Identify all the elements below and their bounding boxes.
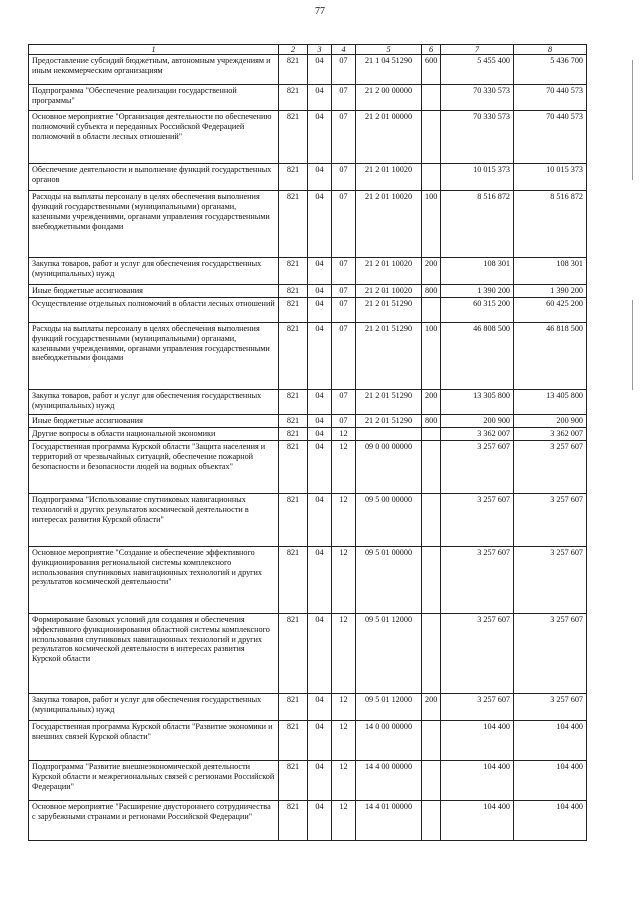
- cell-section-code: 04: [308, 191, 332, 258]
- cell-amount-year-2: 3 257 607: [514, 493, 587, 546]
- cell-amount-year-2: 10 015 373: [514, 164, 587, 191]
- cell-target-item-code: 21 2 01 00000: [356, 111, 422, 164]
- cell-amount-year-1: 10 015 373: [441, 164, 514, 191]
- cell-ministry-code: 821: [279, 800, 308, 840]
- cell-expense-type-code: [422, 720, 441, 760]
- table-row: [29, 111, 587, 164]
- cell-amount-year-1: 104 400: [441, 720, 514, 760]
- cell-ministry-code: 821: [279, 55, 308, 85]
- cell-target-item-code: 14 4 01 00000: [356, 800, 422, 840]
- column-header: 1: [29, 45, 279, 55]
- cell-expense-type-code: [422, 297, 441, 322]
- cell-amount-year-2: 1 390 200: [514, 285, 587, 298]
- table-row: [29, 800, 587, 840]
- cell-amount-year-1: 104 400: [441, 800, 514, 840]
- cell-subsection-code: 12: [332, 720, 356, 760]
- table-row: [29, 164, 587, 191]
- table-row: [29, 55, 587, 85]
- cell-target-item-code: 21 2 01 51290: [356, 322, 422, 389]
- cell-section-code: 04: [308, 440, 332, 493]
- cell-subsection-code: 12: [332, 427, 356, 440]
- cell-section-code: 04: [308, 297, 332, 322]
- cell-section-code: 04: [308, 427, 332, 440]
- cell-amount-year-2: 3 257 607: [514, 693, 587, 720]
- cell-section-code: 04: [308, 760, 332, 800]
- cell-expense-type-code: 200: [422, 693, 441, 720]
- cell-ministry-code: 821: [279, 297, 308, 322]
- cell-ministry-code: 821: [279, 258, 308, 285]
- cell-target-item-code: 21 2 00 00000: [356, 85, 422, 111]
- cell-amount-year-2: 3 257 607: [514, 613, 587, 693]
- cell-amount-year-2: 3 257 607: [514, 546, 587, 613]
- cell-ministry-code: 821: [279, 389, 308, 414]
- cell-subsection-code: 07: [332, 322, 356, 389]
- cell-target-item-code: 09 0 00 00000: [356, 440, 422, 493]
- cell-name: Основное мероприятие "Расширение двустороннего сотрудничества с зарубежными странами и регионами Российской Федерации": [29, 800, 279, 840]
- cell-ministry-code: 821: [279, 111, 308, 164]
- cell-ministry-code: 821: [279, 85, 308, 111]
- cell-amount-year-1: 70 330 573: [441, 85, 514, 111]
- cell-name: Подпрограмма "Развитие внешнеэкономической деятельности Курской области и межрегиональных связей с регионами Российской Федерации": [29, 760, 279, 800]
- cell-expense-type-code: [422, 85, 441, 111]
- cell-amount-year-2: 8 516 872: [514, 191, 587, 258]
- cell-expense-type-code: [422, 111, 441, 164]
- cell-ministry-code: 821: [279, 493, 308, 546]
- cell-target-item-code: 21 2 01 51290: [356, 414, 422, 427]
- cell-section-code: 04: [308, 258, 332, 285]
- cell-ministry-code: 821: [279, 693, 308, 720]
- cell-amount-year-1: 46 808 500: [441, 322, 514, 389]
- cell-expense-type-code: 100: [422, 191, 441, 258]
- cell-target-item-code: 21 2 01 10020: [356, 164, 422, 191]
- table-row: [29, 760, 587, 800]
- cell-subsection-code: 12: [332, 613, 356, 693]
- cell-ministry-code: 821: [279, 322, 308, 389]
- cell-subsection-code: 07: [332, 55, 356, 85]
- cell-section-code: 04: [308, 111, 332, 164]
- column-header: 8: [514, 45, 587, 55]
- cell-target-item-code: 09 5 01 12000: [356, 613, 422, 693]
- cell-amount-year-1: 3 257 607: [441, 693, 514, 720]
- cell-ministry-code: 821: [279, 760, 308, 800]
- cell-name: Иные бюджетные ассигнования: [29, 414, 279, 427]
- cell-amount-year-2: 60 425 200: [514, 297, 587, 322]
- cell-subsection-code: 07: [332, 297, 356, 322]
- table-row: [29, 693, 587, 720]
- cell-amount-year-1: 3 257 607: [441, 613, 514, 693]
- cell-expense-type-code: [422, 164, 441, 191]
- cell-ministry-code: 821: [279, 720, 308, 760]
- cell-amount-year-2: 104 400: [514, 720, 587, 760]
- cell-ministry-code: 821: [279, 191, 308, 258]
- table-row: [29, 322, 587, 389]
- cell-subsection-code: 12: [332, 800, 356, 840]
- budget-table: [28, 44, 587, 841]
- cell-subsection-code: 12: [332, 546, 356, 613]
- cell-name: Закупка товаров, работ и услуг для обеспечения государственных (муниципальных) нужд: [29, 389, 279, 414]
- cell-target-item-code: 21 2 01 10020: [356, 191, 422, 258]
- column-header: 3: [308, 45, 332, 55]
- cell-section-code: 04: [308, 720, 332, 760]
- cell-subsection-code: 07: [332, 285, 356, 298]
- cell-amount-year-1: 108 301: [441, 258, 514, 285]
- cell-section-code: 04: [308, 693, 332, 720]
- cell-subsection-code: 12: [332, 493, 356, 546]
- cell-amount-year-1: 5 455 400: [441, 55, 514, 85]
- cell-target-item-code: 21 2 01 51290: [356, 297, 422, 322]
- cell-name: Формирование базовых условий для создания и обеспечения эффективного функционирования областной системы комплексного использования спутниковых навигационных технологий и других результатов космической деятельности в интересах развития Курской области: [29, 613, 279, 693]
- cell-amount-year-1: 3 257 607: [441, 493, 514, 546]
- table-row: [29, 613, 587, 693]
- cell-section-code: 04: [308, 613, 332, 693]
- cell-subsection-code: 07: [332, 191, 356, 258]
- table-row: [29, 258, 587, 285]
- cell-ministry-code: 821: [279, 613, 308, 693]
- cell-section-code: 04: [308, 493, 332, 546]
- cell-target-item-code: 21 1 04 51290: [356, 55, 422, 85]
- column-header: 5: [356, 45, 422, 55]
- cell-ministry-code: 821: [279, 164, 308, 191]
- table-row: [29, 440, 587, 493]
- cell-ministry-code: 821: [279, 285, 308, 298]
- cell-target-item-code: 09 5 01 00000: [356, 546, 422, 613]
- cell-amount-year-1: 1 390 200: [441, 285, 514, 298]
- table-row: [29, 85, 587, 111]
- table-row: [29, 389, 587, 414]
- cell-name: Закупка товаров, работ и услуг для обеспечения государственных (муниципальных) нужд: [29, 258, 279, 285]
- cell-section-code: 04: [308, 285, 332, 298]
- cell-target-item-code: 09 5 01 12000: [356, 693, 422, 720]
- cell-amount-year-2: 108 301: [514, 258, 587, 285]
- table-row: [29, 414, 587, 427]
- cell-amount-year-2: 3 362 007: [514, 427, 587, 440]
- cell-expense-type-code: [422, 546, 441, 613]
- cell-name: Государственная программа Курской области "Развитие экономики и внешних связей Курской области": [29, 720, 279, 760]
- cell-amount-year-2: 3 257 607: [514, 440, 587, 493]
- cell-expense-type-code: 100: [422, 322, 441, 389]
- cell-subsection-code: 07: [332, 164, 356, 191]
- cell-amount-year-1: 3 257 607: [441, 546, 514, 613]
- cell-expense-type-code: [422, 427, 441, 440]
- column-header: 7: [441, 45, 514, 55]
- cell-section-code: 04: [308, 800, 332, 840]
- cell-amount-year-1: 8 516 872: [441, 191, 514, 258]
- cell-subsection-code: 07: [332, 111, 356, 164]
- cell-section-code: 04: [308, 414, 332, 427]
- cell-amount-year-2: 46 818 500: [514, 322, 587, 389]
- cell-name: Основное мероприятие "Организация деятельности по обеспечению полномочий субъекта и переданных Российской Федерацией полномочий в области лесных отношений": [29, 111, 279, 164]
- table-row: [29, 191, 587, 258]
- table-row: [29, 720, 587, 760]
- cell-amount-year-1: 104 400: [441, 760, 514, 800]
- cell-subsection-code: 12: [332, 440, 356, 493]
- cell-expense-type-code: [422, 613, 441, 693]
- cell-expense-type-code: 800: [422, 414, 441, 427]
- cell-subsection-code: 07: [332, 85, 356, 111]
- column-header: 2: [279, 45, 308, 55]
- scan-edge-mark: [632, 300, 633, 390]
- cell-ministry-code: 821: [279, 546, 308, 613]
- cell-subsection-code: 07: [332, 414, 356, 427]
- cell-target-item-code: 14 0 00 00000: [356, 720, 422, 760]
- cell-expense-type-code: 200: [422, 389, 441, 414]
- cell-amount-year-1: 200 900: [441, 414, 514, 427]
- cell-target-item-code: 14 4 00 00000: [356, 760, 422, 800]
- cell-target-item-code: 21 2 01 10020: [356, 258, 422, 285]
- cell-subsection-code: 12: [332, 760, 356, 800]
- cell-amount-year-1: 3 362 007: [441, 427, 514, 440]
- cell-expense-type-code: [422, 493, 441, 546]
- cell-name: Обеспечение деятельности и выполнение функций государственных органов: [29, 164, 279, 191]
- cell-expense-type-code: 600: [422, 55, 441, 85]
- cell-target-item-code: 21 2 01 51290: [356, 389, 422, 414]
- cell-name: Подпрограмма "Обеспечение реализации государственной программы": [29, 85, 279, 111]
- page-number: 77: [315, 6, 325, 17]
- cell-name: Иные бюджетные ассигнования: [29, 285, 279, 298]
- cell-amount-year-1: 70 330 573: [441, 111, 514, 164]
- cell-section-code: 04: [308, 85, 332, 111]
- cell-target-item-code: 21 2 01 10020: [356, 285, 422, 298]
- cell-amount-year-2: 200 900: [514, 414, 587, 427]
- table-row: [29, 546, 587, 613]
- cell-name: Закупка товаров, работ и услуг для обеспечения государственных (муниципальных) нужд: [29, 693, 279, 720]
- cell-expense-type-code: [422, 440, 441, 493]
- cell-amount-year-1: 13 305 800: [441, 389, 514, 414]
- cell-ministry-code: 821: [279, 427, 308, 440]
- cell-amount-year-2: 104 400: [514, 760, 587, 800]
- cell-ministry-code: 821: [279, 440, 308, 493]
- cell-ministry-code: 821: [279, 414, 308, 427]
- cell-subsection-code: 12: [332, 693, 356, 720]
- scan-edge-mark: [632, 60, 633, 180]
- table-row: [29, 427, 587, 440]
- cell-amount-year-2: 104 400: [514, 800, 587, 840]
- cell-name: Расходы на выплаты персоналу в целях обеспечения выполнения функций государственными (муниципальными) органами, казенными учреждениями, органами управления государственными внебюджетными фондами: [29, 322, 279, 389]
- cell-name: Основное мероприятие "Создание и обеспечение эффективного функционирования региональной системы комплексного использования спутниковых навигационных технологий и других результатов космической деятельности": [29, 546, 279, 613]
- column-header: 4: [332, 45, 356, 55]
- table-row: [29, 493, 587, 546]
- cell-section-code: 04: [308, 389, 332, 414]
- cell-name: Предоставление субсидий бюджетным, автономным учреждениям и иным некоммерческим организациям: [29, 55, 279, 85]
- cell-amount-year-2: 13 405 800: [514, 389, 587, 414]
- cell-amount-year-2: 5 436 700: [514, 55, 587, 85]
- cell-amount-year-1: 60 315 200: [441, 297, 514, 322]
- cell-section-code: 04: [308, 322, 332, 389]
- cell-target-item-code: [356, 427, 422, 440]
- column-header: 6: [422, 45, 441, 55]
- cell-amount-year-2: 70 440 573: [514, 85, 587, 111]
- cell-subsection-code: 07: [332, 389, 356, 414]
- table-row: [29, 285, 587, 298]
- cell-name: Подпрограмма "Использование спутниковых навигационных технологий и других результатов космической деятельности в интересах развития Курской области": [29, 493, 279, 546]
- table-row: [29, 297, 587, 322]
- cell-amount-year-1: 3 257 607: [441, 440, 514, 493]
- cell-section-code: 04: [308, 55, 332, 85]
- cell-subsection-code: 07: [332, 258, 356, 285]
- cell-expense-type-code: 200: [422, 258, 441, 285]
- cell-expense-type-code: 800: [422, 285, 441, 298]
- cell-amount-year-2: 70 440 573: [514, 111, 587, 164]
- cell-name: Расходы на выплаты персоналу в целях обеспечения выполнения функций государственными (муниципальными) органами, казенными учреждениями, органами управления государственными внебюджетными фондами: [29, 191, 279, 258]
- cell-name: Другие вопросы в области национальной экономики: [29, 427, 279, 440]
- cell-target-item-code: 09 5 00 00000: [356, 493, 422, 546]
- cell-expense-type-code: [422, 760, 441, 800]
- cell-name: Осуществление отдельных полномочий в области лесных отношений: [29, 297, 279, 322]
- cell-expense-type-code: [422, 800, 441, 840]
- column-number-row: [29, 45, 587, 55]
- cell-name: Государственная программа Курской области "Защита населения и территорий от чрезвычайных ситуаций, обеспечение пожарной безопасности и безопасности людей на водных объектах": [29, 440, 279, 493]
- cell-section-code: 04: [308, 546, 332, 613]
- cell-section-code: 04: [308, 164, 332, 191]
